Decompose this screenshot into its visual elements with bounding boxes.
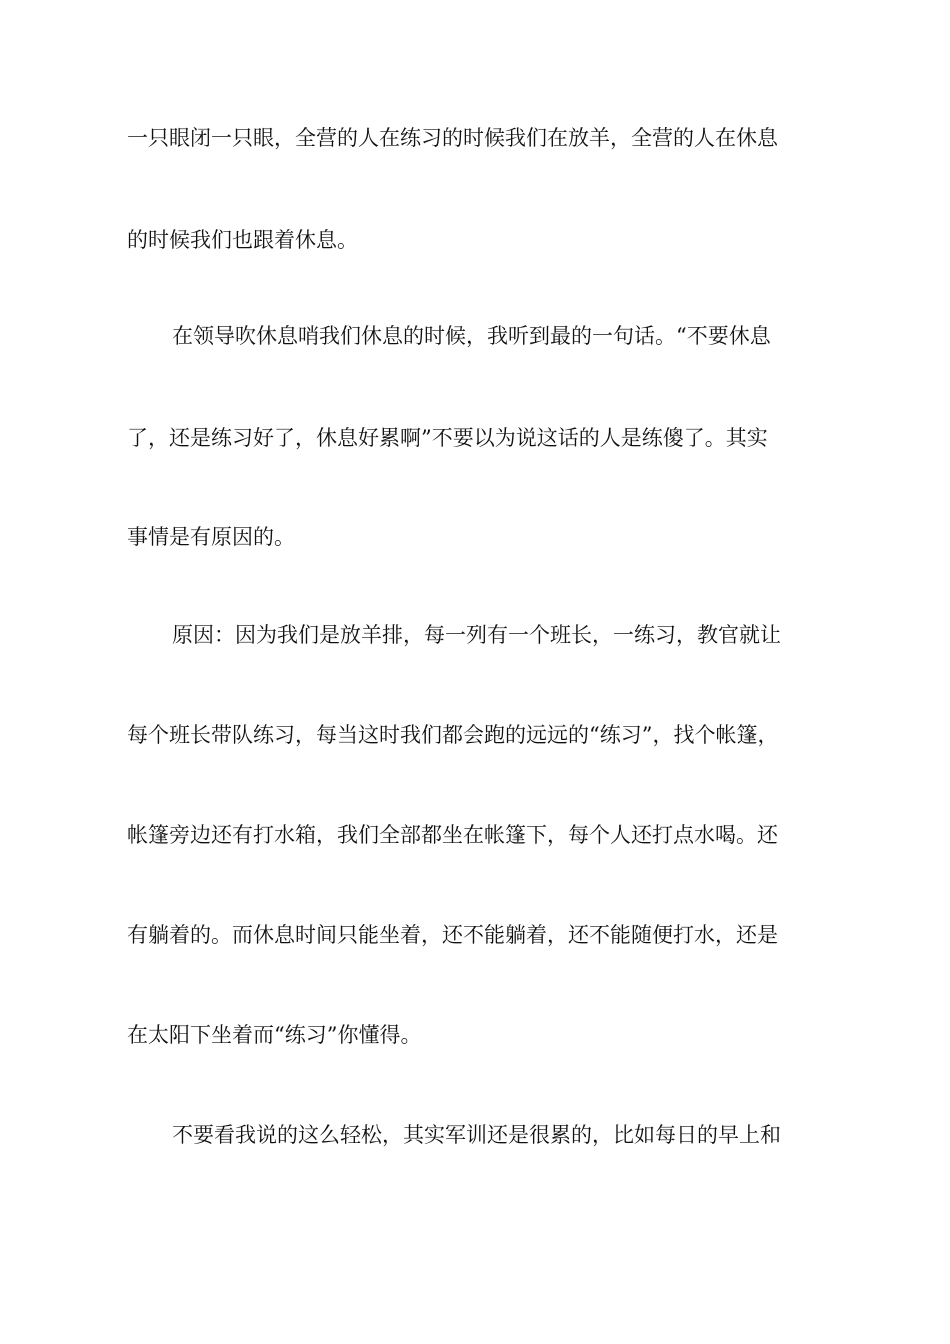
paragraph-line: 在领导吹休息哨我们休息的时候，我听到最的一句话。“不要休息	[172, 324, 771, 348]
paragraph-line: 了，还是练习好了，休息好累啊”不要以为说这话的人是练傻了。其实	[127, 426, 768, 450]
paragraph-line: 每个班长带队练习，每当这时我们都会跑的远远的“练习”，找个帐篷，	[127, 723, 779, 747]
paragraph-line: 一只眼闭一只眼，全营的人在练习的时候我们在放羊，全营的人在休息	[127, 126, 778, 150]
paragraph-line: 的时候我们也跟着休息。	[127, 228, 358, 252]
paragraph-line: 原因：因为我们是放羊排，每一列有一个班长，一练习，教官就让	[172, 623, 781, 647]
paragraph-line: 在太阳下坐着而“练习”你懂得。	[127, 1023, 422, 1047]
paragraph-line: 不要看我说的这么轻松，其实军训还是很累的，比如每日的早上和	[172, 1123, 781, 1147]
paragraph-line: 事情是有原因的。	[127, 525, 295, 549]
paragraph-line: 有躺着的。而休息时间只能坐着，还不能躺着，还不能随便打水，还是	[127, 923, 778, 947]
paragraph-line: 帐篷旁边还有打水箱，我们全部都坐在帐篷下，每个人还打点水喝。还	[127, 823, 778, 847]
